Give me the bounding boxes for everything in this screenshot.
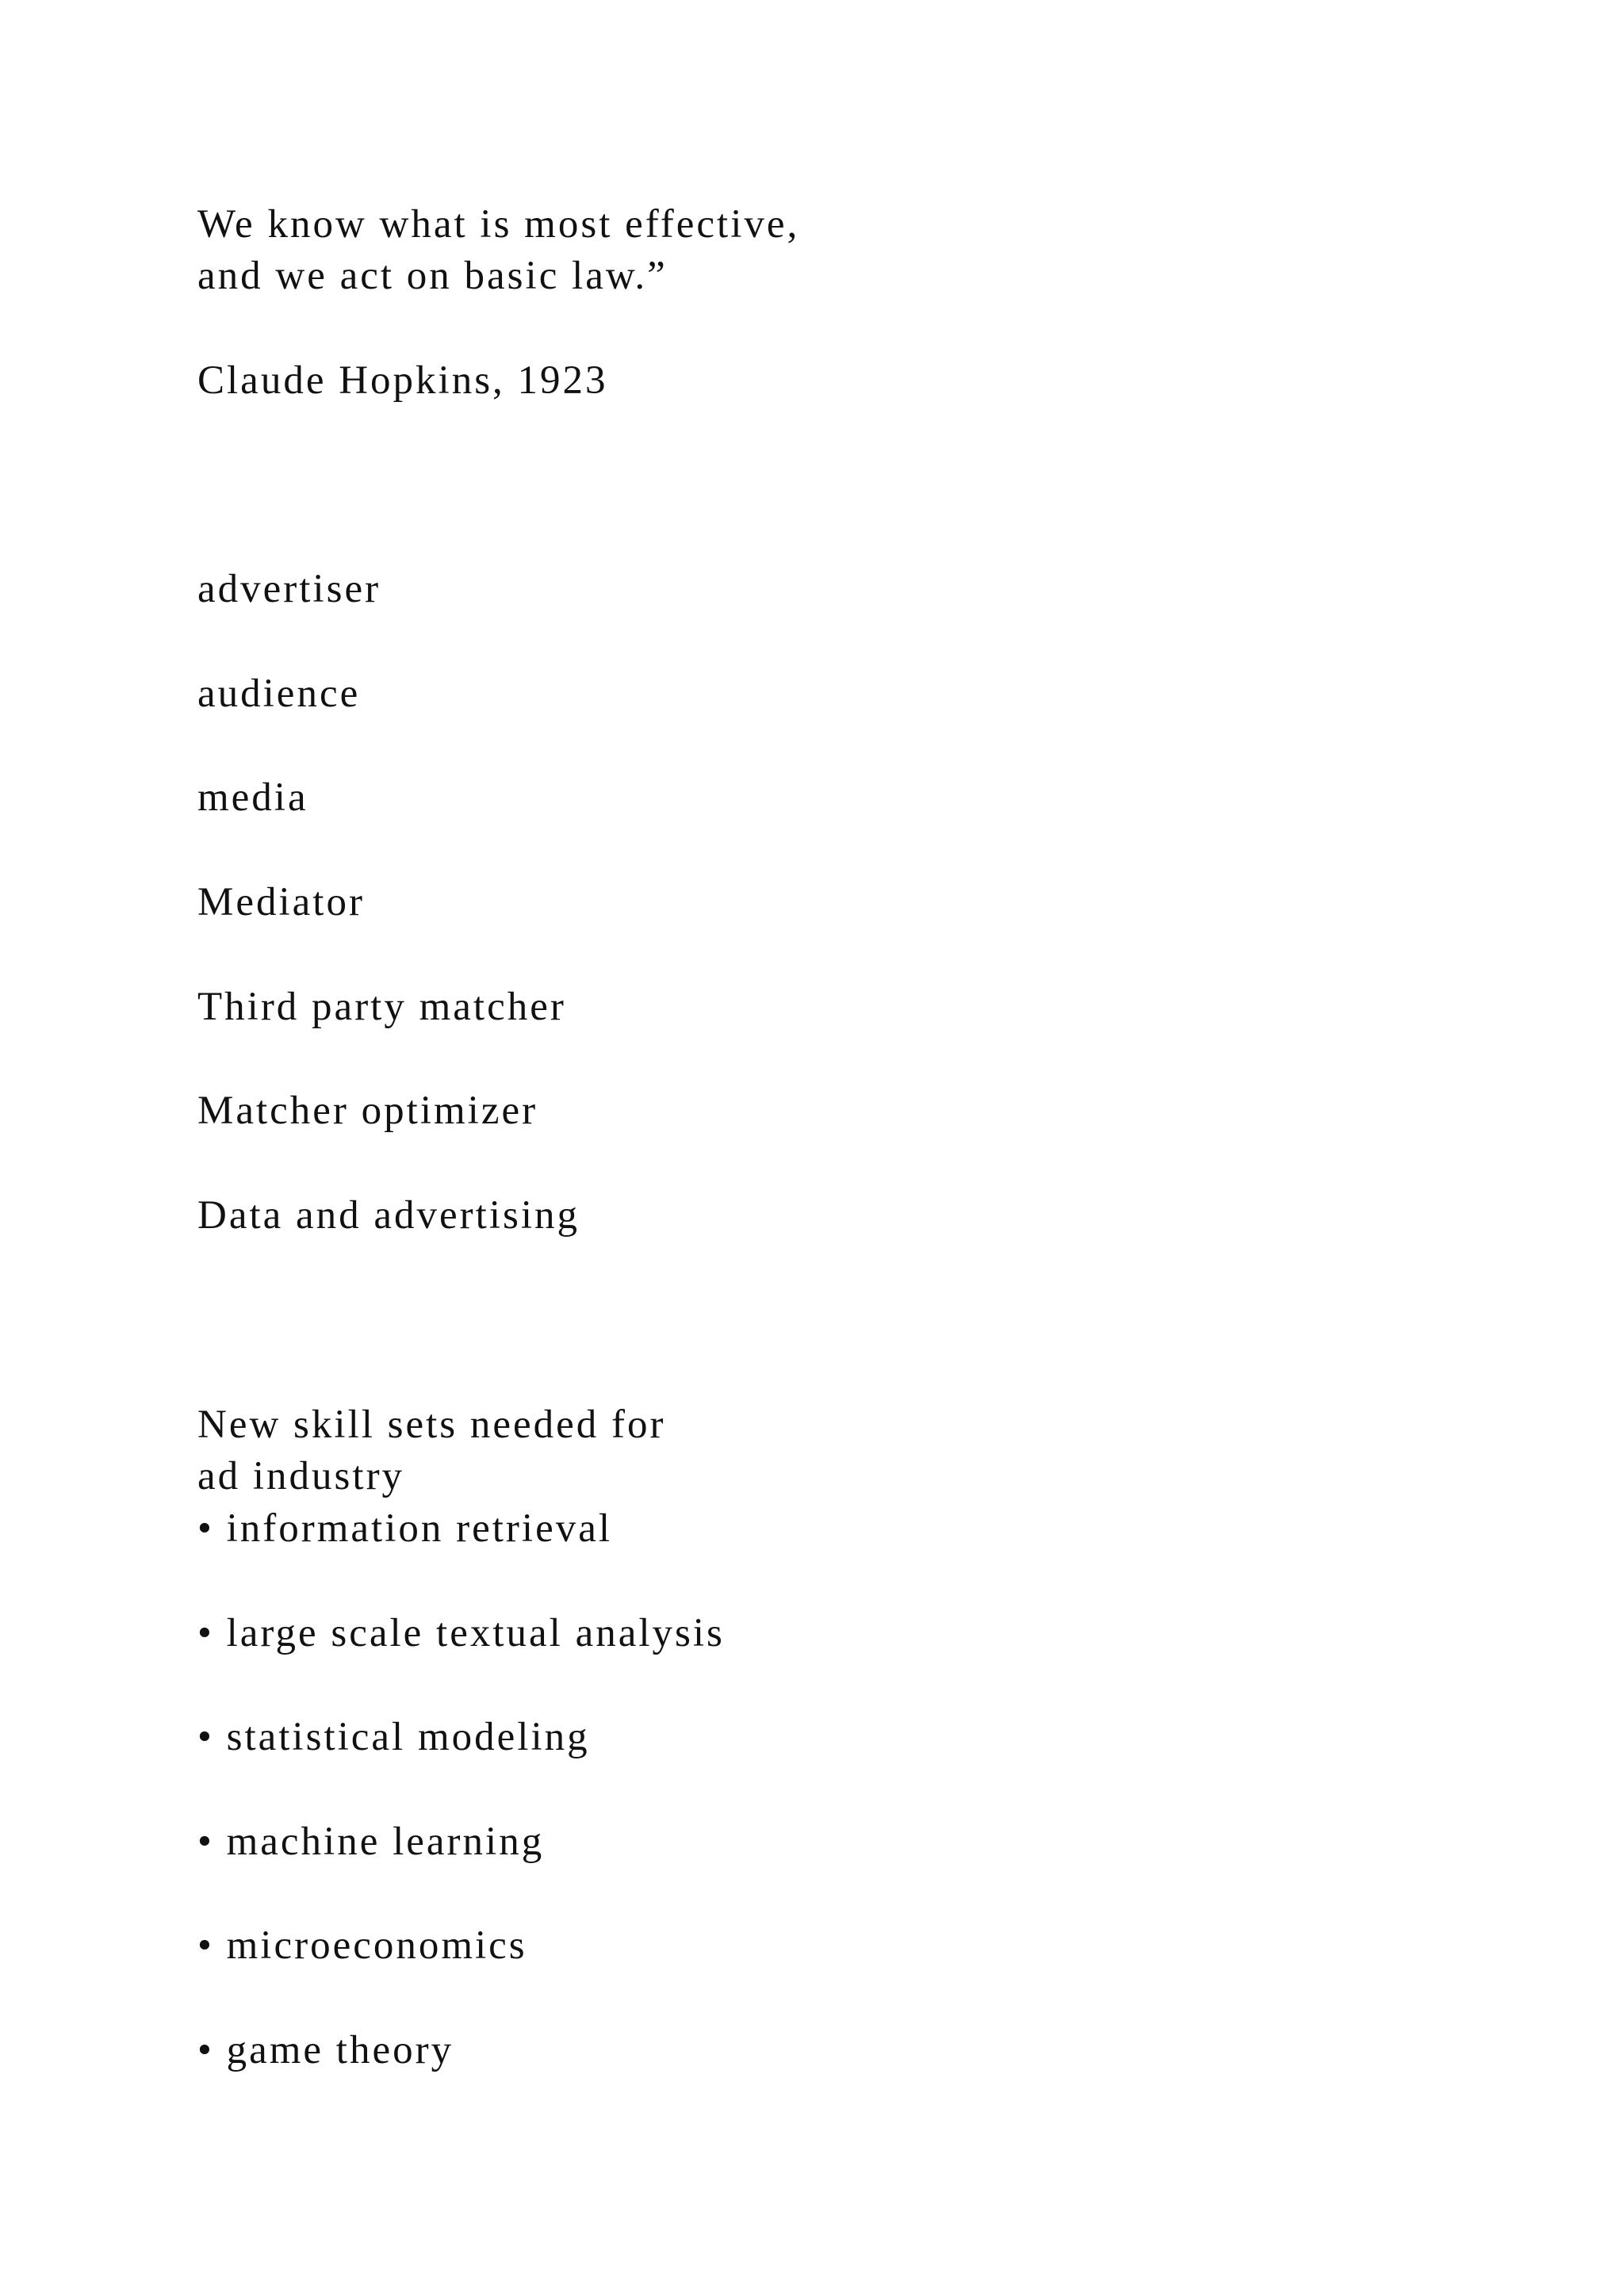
quote-line-1: We know what is most effective, xyxy=(197,202,800,247)
role-item-third-party-matcher: Third party matcher xyxy=(197,985,566,1029)
skill-item: • large scale textual analysis xyxy=(197,1611,725,1655)
skill-item: • statistical modeling xyxy=(197,1715,590,1759)
role-item-advertiser: advertiser xyxy=(197,567,381,611)
role-item-matcher-optimizer: Matcher optimizer xyxy=(197,1089,538,1133)
skill-item: • machine learning xyxy=(197,1820,545,1864)
quote-line-2: and we act on basic law.” xyxy=(197,254,668,298)
quote-attribution: Claude Hopkins, 1923 xyxy=(197,358,608,403)
skills-heading-line-1: New skill sets needed for xyxy=(197,1402,666,1447)
skills-heading-line-2: ad industry xyxy=(197,1454,405,1498)
role-item-data-and-advertising: Data and advertising xyxy=(197,1193,580,1238)
role-item-audience: audience xyxy=(197,672,361,716)
role-item-media: media xyxy=(197,775,308,820)
skill-item: • information retrieval xyxy=(197,1506,613,1551)
skill-item: • microeconomics xyxy=(197,1923,527,1968)
role-item-mediator: Mediator xyxy=(197,880,365,924)
skill-item: • game theory xyxy=(197,2028,454,2072)
